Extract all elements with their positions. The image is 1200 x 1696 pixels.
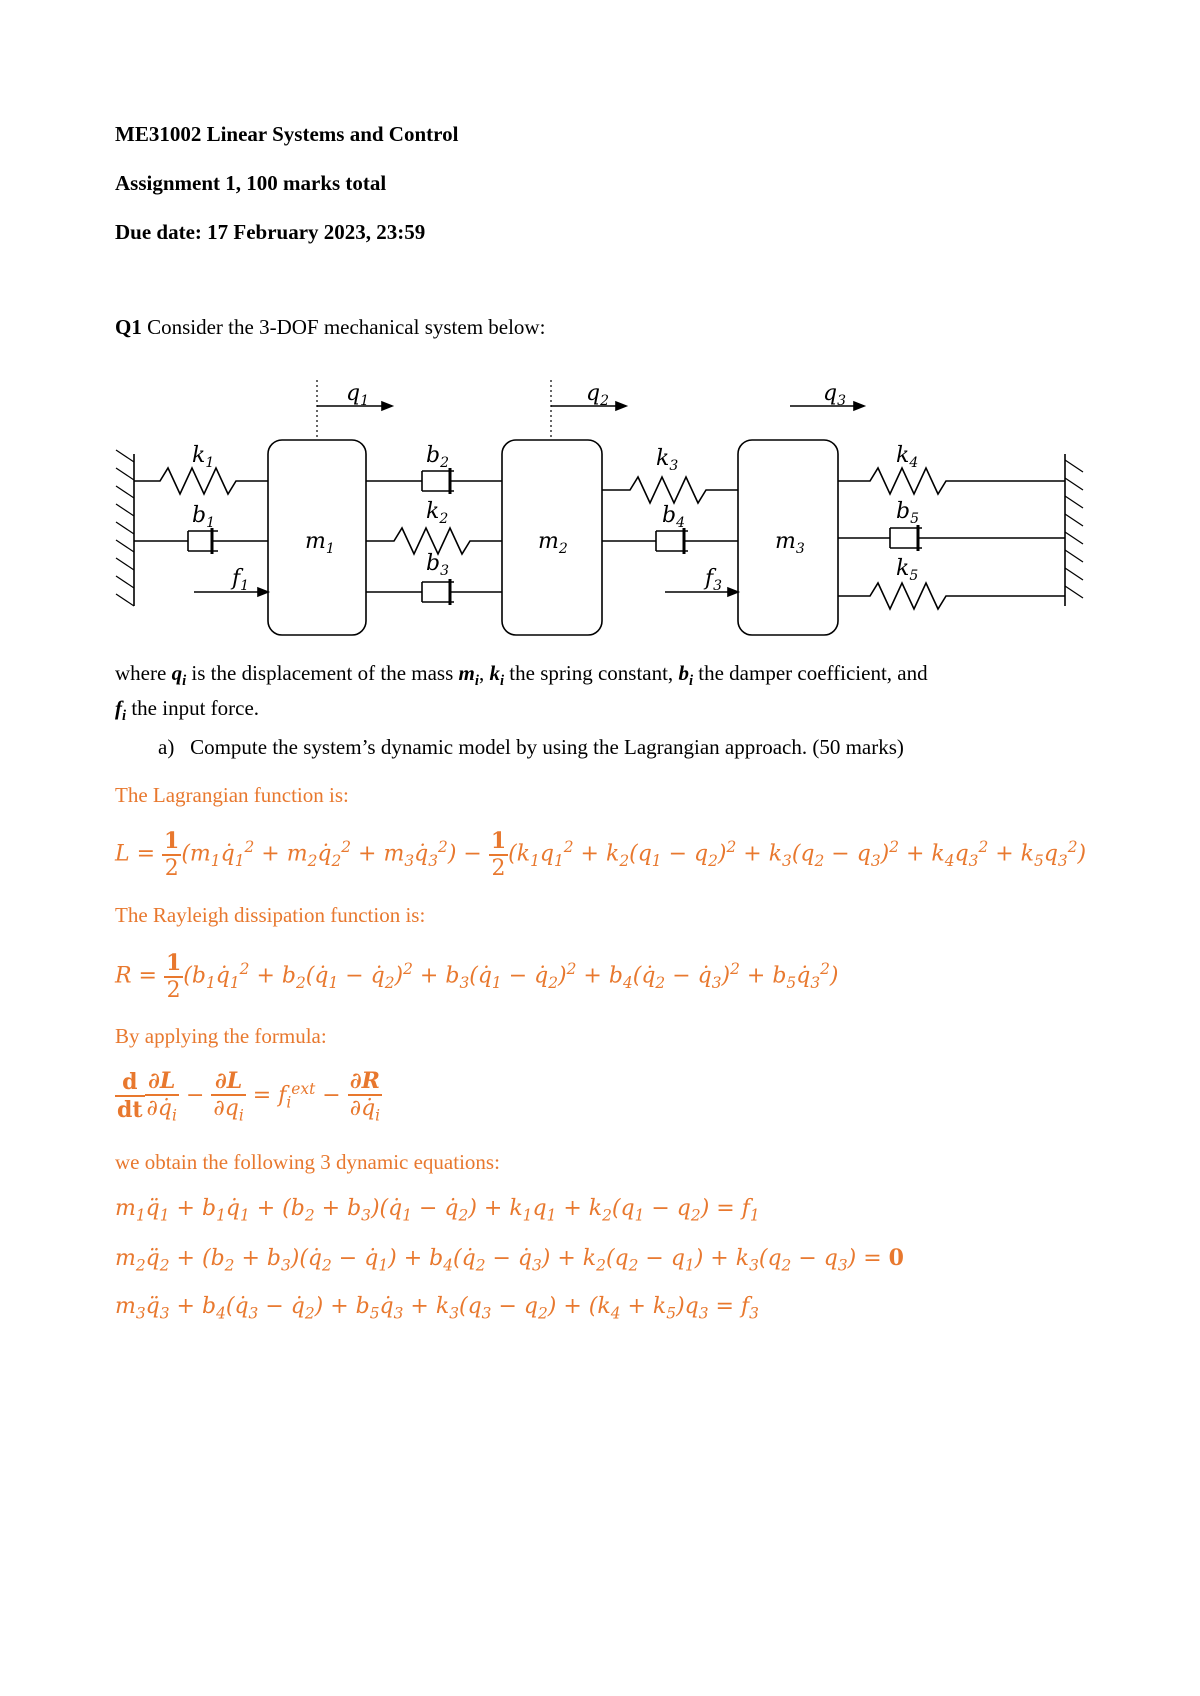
assignment-title: Assignment 1, 100 marks total bbox=[115, 171, 387, 195]
dynamic-equation-2: $m_2q̈_2 + (b_2$ + $b_3)(q̇_2$ − $q̇_1$) + $b_4(q̇_2$ − $q̇_3) + k_2(q_2 - q_1) + k_3(q_2 - q_3) = 0$ bbox=[115, 1245, 904, 1275]
label-q3: $q_3$ bbox=[823, 381, 847, 409]
label-b3: $b_3$ bbox=[426, 551, 450, 579]
euler-lagrange-formula: $\frac{d}{dt}$ $\frac{\partial L}{\partial q̇_i}$ − $\frac{\partial L}{\partial q_i}$ = $f_i^{ext}$ − $\frac{\partial R}{\partial q̇_i}$ bbox=[117, 1068, 381, 1125]
label-b5: $b_5$ bbox=[896, 499, 920, 527]
label-m1: $m_1$ bbox=[305, 529, 335, 557]
label-m2: $m_2$ bbox=[538, 529, 568, 557]
label-f3: $f_3$ bbox=[705, 566, 723, 594]
mechanical-system-diagram bbox=[100, 370, 1100, 690]
label-q2: $q_2$ bbox=[586, 381, 610, 409]
label-q1: $q_1$ bbox=[346, 381, 370, 409]
label-k4: $k_4$ bbox=[896, 443, 919, 471]
variable-definitions: where $q_i$ is the displacement of the mass $m_i$, $k_i$ the spring constant, $b_i$ the damper coefficient, and $f_i$ the input force. bbox=[115, 661, 928, 725]
equations-intro: we obtain the following 3 dynamic equations: bbox=[115, 1150, 500, 1174]
label-k5: $k_5$ bbox=[896, 556, 919, 584]
dynamic-equation-1: $m_1q̈_1$ + $b_1q̇_1 + (b_2$ + $b_3)(q̇_1$ − $q̇_2) + k_1q_1 + k_2(q_1 - q_2) = f_1$ bbox=[115, 1196, 760, 1225]
part-a: a) Compute the system’s dynamic model by using the Lagrangian approach. (50 marks) bbox=[158, 735, 904, 759]
q1-label: Q1 bbox=[115, 315, 142, 339]
formula-intro: By applying the formula: bbox=[115, 1024, 327, 1048]
label-b4: $b_4$ bbox=[662, 503, 686, 531]
label-f1: $f_1$ bbox=[232, 566, 250, 594]
q1-text: Consider the 3-DOF mechanical system below: bbox=[141, 315, 546, 339]
q1-intro bbox=[115, 315, 545, 340]
lagrangian-intro: The Lagrangian function is: bbox=[115, 783, 349, 807]
label-b2: $b_2$ bbox=[426, 443, 450, 471]
label-m3: $m_3$ bbox=[775, 529, 805, 557]
label-k3: $k_3$ bbox=[656, 446, 679, 474]
label-b1: $b_1$ bbox=[192, 503, 216, 531]
course-title: ME31002 Linear Systems and Control bbox=[115, 122, 459, 146]
label-k1: $k_1$ bbox=[192, 443, 215, 471]
rayleigh-intro: The Rayleigh dissipation function is: bbox=[115, 903, 426, 927]
rayleigh-equation: R = $\frac{1}{2}$ ($b_1q̇_1^2$ + $b_2(q̇_1$ − $q̇_2)^2$ + $b_3(q̇_1$ − $q̇_2)^2$ + $b_4(q̇_2$ − $q̇_3)^2$ + $b_5q̇_3^2$) bbox=[115, 950, 839, 1003]
due-date: Due date: 17 February 2023, 23:59 bbox=[115, 220, 426, 244]
label-k2: $k_2$ bbox=[426, 499, 449, 527]
dynamic-equation-3: $m_3q̈_3$ + $b_4(q̇_3$ − $q̇_2$) + $b_5q̇_3 + k_3(q_3 - q_2) + (k_4 + k_5)q_3 = f_3$ bbox=[115, 1294, 759, 1323]
lagrangian-equation: L = $\frac{1}{2}$ ($m_1q̇_1^2$ + $m_2q̇_2^2$ + $m_3q̇_3^2$) − $\frac{1}{2}$ $(k_1q_1^2 + k_2(q_1 - q_2)^2 + k_3(q_2 - q_3)^2 + k_4q_3^2 + k_5q_3^2)$ bbox=[115, 828, 1087, 881]
